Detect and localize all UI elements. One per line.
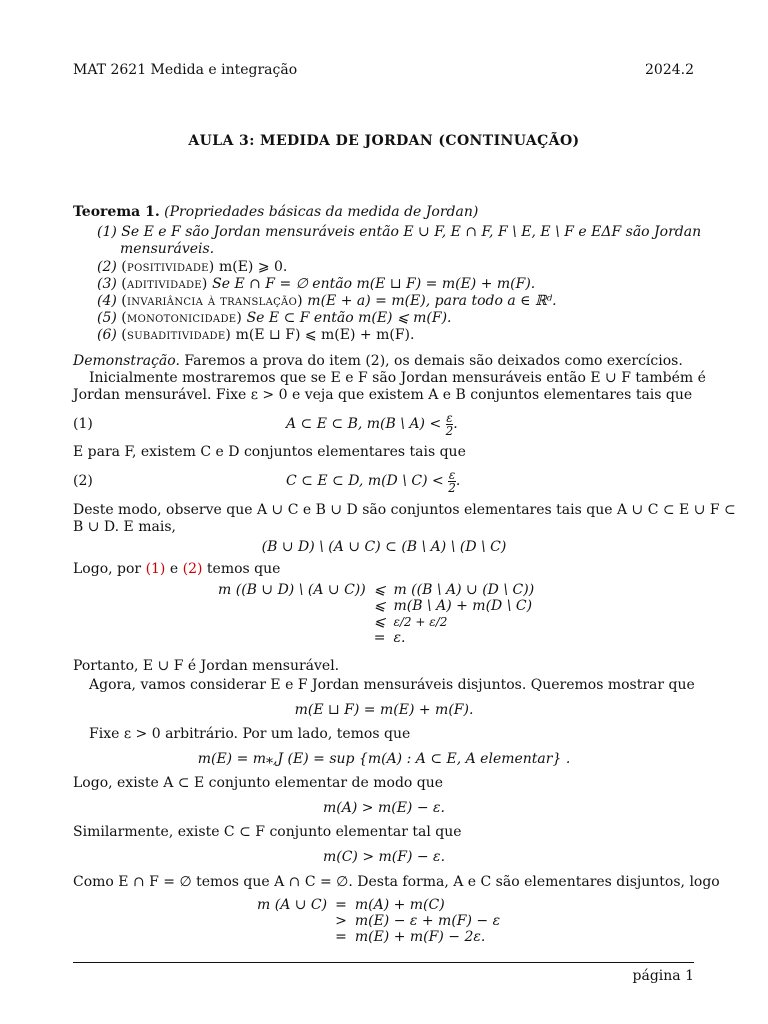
item-4-text: m(E + a) = m(E), para todo a ∈ ℝᵈ.: [307, 293, 557, 309]
aligned-inequalities-1: m ((B ∪ D) \ (A ∪ C)) ⩽ m ((B \ A) ∪ (D \ C)) ⩽ m(B \ A) + m(D \ C) ⩽ ε/2 + ε/2 = ε.: [218, 582, 535, 646]
equation-2-number: (2): [73, 473, 93, 489]
item-2-name: (positividade): [121, 259, 215, 275]
proof-paragraph-4a: Deste modo, observe que A ∪ C e B ∪ D são conjuntos elementares tais que A ∪ C ⊂ E ∪ F ⊂: [73, 502, 736, 518]
theorem-item-3: (3) (aditividade) Se E ∩ F = ∅ então m(E ⊔ F) = m(E) + m(F).: [97, 276, 536, 292]
equation-ref-1[interactable]: (1): [145, 561, 166, 577]
item-3-text: Se E ∩ F = ∅ então m(E ⊔ F) = m(E) + m(F).: [212, 276, 536, 292]
proof-paragraph-1: Demonstração. Faremos a prova do item (2), os demais são deixados como exercícios.: [73, 353, 683, 369]
fraction-eps-over-2: $\frac{\varepsilon}{2}$: [445, 410, 454, 438]
footer-rule: [73, 962, 694, 963]
proof-paragraph-5: Logo, por (1) e (2) temos que: [73, 561, 281, 577]
theorem-item-4: (4) (invariância à translação) m(E + a) = m(E), para todo a ∈ ℝᵈ.: [97, 293, 557, 309]
theorem-label: Teorema 1.: [73, 204, 160, 220]
item-1-text: Se E e F são Jordan mensuráveis então E ∪ F, E ∩ F, F \ E, E \ F e EΔF são Jordan: [121, 224, 702, 240]
theorem-item-6: (6) (subaditividade) m(E ⊔ F) ⩽ m(E) + m(F).: [97, 327, 415, 343]
equation-6: m(A) > m(E) − ε.: [323, 800, 445, 816]
theorem-subtitle: (Propriedades básicas da medida de Jordan): [164, 204, 479, 220]
term-header: 2024.2: [645, 62, 694, 78]
item-4-name: (invariância à translação): [121, 293, 303, 309]
proof-paragraph-6: Portanto, E ∪ F é Jordan mensurável.: [73, 658, 340, 674]
theorem-item-1-cont: mensuráveis.: [120, 241, 215, 257]
aligned-inequalities-2: m (A ∪ C) = m(A) + m(C) > m(E) − ε + m(F) − ε = m(E) + m(F) − 2ε.: [257, 897, 501, 945]
proof-paragraph-11: Como E ∩ F = ∅ temos que A ∩ C = ∅. Desta forma, A e C são elementares disjuntos, logo: [73, 874, 720, 890]
fraction-eps-over-2: $\frac{\varepsilon}{2}$: [448, 467, 456, 495]
proof-label: Demonstração.: [73, 353, 180, 369]
proof-paragraph-8: Fixe ε > 0 arbitrário. Por um lado, temos que: [89, 726, 411, 742]
item-6-text: m(E ⊔ F) ⩽ m(E) + m(F).: [235, 327, 415, 343]
theorem-item-2: (2) (positividade) m(E) ⩾ 0.: [97, 259, 288, 275]
proof-paragraph-7: Agora, vamos considerar E e F Jordan mensuráveis disjuntos. Queremos mostrar que: [89, 677, 695, 693]
proof-paragraph-2b: Jordan mensurável. Fixe ε > 0 e veja que existem A e B conjuntos elementares tais que: [73, 387, 693, 403]
equation-5: m(E) = m⁎,J (E) = sup {m(A) : A ⊂ E, A elementar} .: [197, 751, 571, 767]
equation-7: m(C) > m(F) − ε.: [322, 849, 446, 865]
equation-1: A ⊂ E ⊂ B, m(B \ A) < $\frac{\varepsilon}{2}$ .: [286, 410, 458, 438]
item-5-text: Se E ⊂ F então m(E) ⩽ m(F).: [246, 310, 452, 326]
theorem-item-5: (5) (monotonicidade) Se E ⊂ F então m(E) ⩽ m(F).: [97, 310, 452, 326]
theorem-heading: [73, 204, 478, 221]
proof-paragraph-9: Logo, existe A ⊂ E conjunto elementar de modo que: [73, 775, 444, 791]
equation-1-number: (1): [73, 416, 93, 432]
page-number: página 1: [632, 968, 694, 984]
item-5-name: (monotonicidade): [121, 310, 243, 326]
proof-paragraph-4b: B ∪ D. E mais,: [73, 519, 176, 535]
proof-paragraph-3: E para F, existem C e D conjuntos elementares tais que: [73, 444, 466, 460]
proof-paragraph-10: Similarmente, existe C ⊂ F conjunto elementar tal que: [73, 824, 462, 840]
equation-ref-2[interactable]: (2): [182, 561, 203, 577]
course-header: MAT 2621 Medida e integração: [73, 62, 298, 78]
equation-2: C ⊂ E ⊂ D, m(D \ C) < $\frac{\varepsilon}{2}$ .: [286, 467, 461, 495]
proof-paragraph-2a: Inicialmente mostraremos que se E e F são Jordan mensuráveis então E ∪ F também é: [89, 370, 706, 386]
item-3-name: (aditividade): [121, 276, 208, 292]
theorem-item-1: (1) Se E e F são Jordan mensuráveis então E ∪ F, E ∩ F, F \ E, E \ F e EΔF são Jordan: [97, 224, 702, 240]
item-6-name: (subaditividade): [121, 327, 232, 343]
equation-3: (B ∪ D) \ (A ∪ C) ⊂ (B \ A) \ (D \ C): [261, 539, 507, 555]
equation-4: m(E ⊔ F) = m(E) + m(F).: [294, 702, 474, 718]
item-2-text: m(E) ⩾ 0.: [218, 259, 288, 275]
lecture-title: AULA 3: MEDIDA DE JORDAN (CONTINUAÇÃO): [188, 133, 580, 149]
